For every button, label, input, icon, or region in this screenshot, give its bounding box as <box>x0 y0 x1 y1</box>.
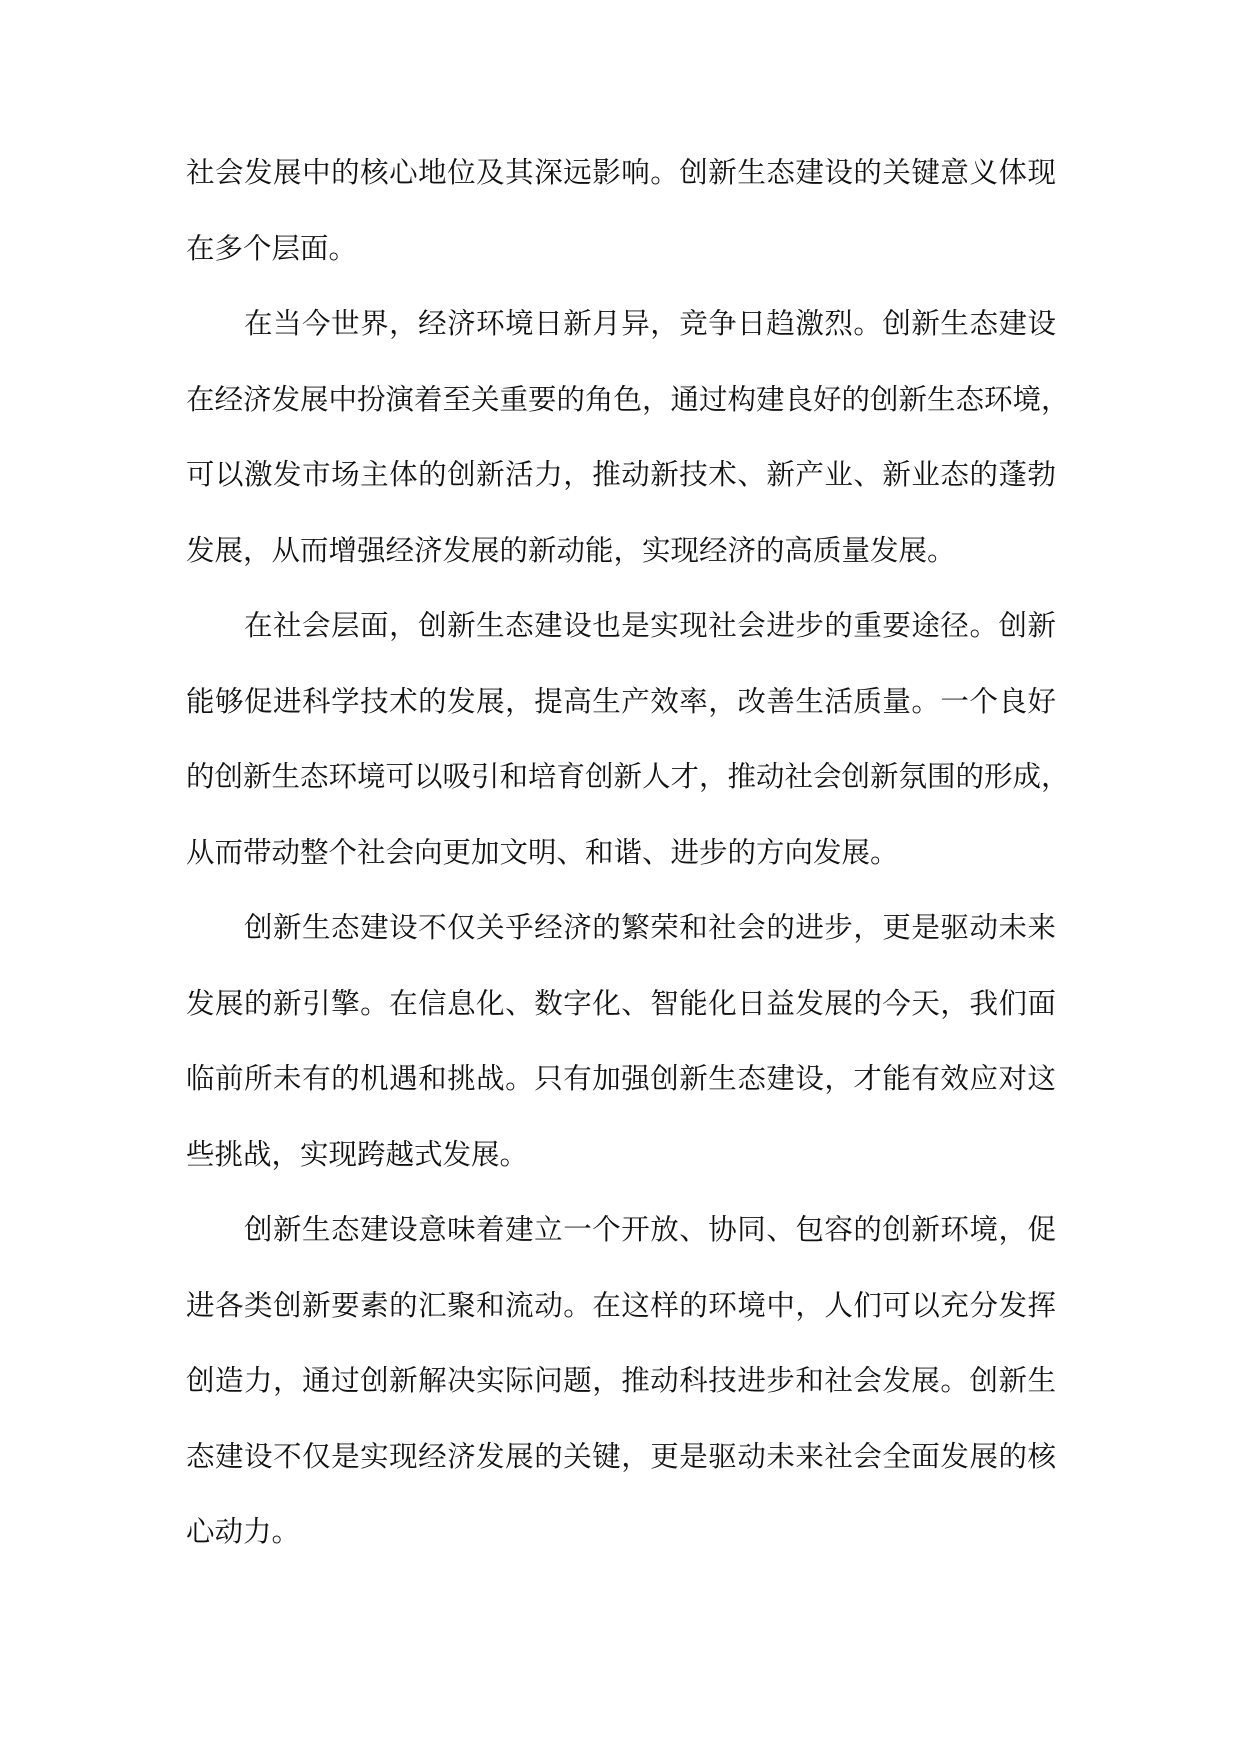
paragraph-4 <box>186 896 1056 1198</box>
text-line: 在社会层面，创新生态建设也是实现社会进步的重要途径。创新 <box>244 609 1056 642</box>
text-line: 创新生态建设意味着建立一个开放、协同、包容的创新环境，促 <box>244 1213 1056 1246</box>
text-line: 从而带动整个社会向更加文明、和谐、进步的方向发展。 <box>186 835 899 869</box>
text-line: 创新生态建设不仅关乎经济的繁荣和社会的进步，更是驱动未来 <box>244 911 1056 944</box>
text-line: 社会发展中的核心地位及其深远影响。创新生态建设的关键意义体现 <box>186 156 1056 189</box>
paragraph-1 <box>186 141 1056 292</box>
text-line: 发展，从而增强经济发展的新动能，实现经济的高质量发展。 <box>186 533 956 567</box>
text-line: 心动力。 <box>186 1515 301 1548</box>
text-line: 在当今世界，经济环境日新月异，竞争日趋激烈。创新生态建设 <box>244 307 1056 340</box>
text-line: 能够促进科学技术的发展，提高生产效率，改善生活质量。一个良好 <box>186 684 1056 718</box>
text-line: 态建设不仅是实现经济发展的关键，更是驱动未来社会全面发展的核 <box>186 1439 1056 1473</box>
text-line: 创造力，通过创新解决实际问题，推动科技进步和社会发展。创新生 <box>186 1364 1056 1397</box>
paragraph-2 <box>186 292 1070 594</box>
document-body <box>186 141 1070 1576</box>
text-line: 可以激发市场主体的创新活力，推动新技术、新产业、新业态的蓬勃 <box>186 458 1056 491</box>
text-line: 发展的新引擎。在信息化、数字化、智能化日益发展的今天，我们面 <box>186 986 1056 1020</box>
text-line: 进各类创新要素的汇聚和流动。在这样的环境中，人们可以充分发挥 <box>186 1288 1056 1322</box>
text-line: 临前所未有的机遇和挑战。只有加强创新生态建设，才能有效应对这 <box>186 1062 1056 1095</box>
paragraph-5 <box>186 1198 1056 1576</box>
text-line: 在多个层面。 <box>186 231 358 265</box>
text-line: 的创新生态环境可以吸引和培育创新人才，推动社会创新氛围的形成， <box>186 760 1070 793</box>
paragraph-3 <box>186 594 1070 896</box>
text-line: 在经济发展中扮演着至关重要的角色，通过构建良好的创新生态环境， <box>186 382 1070 416</box>
text-line: 些挑战，实现跨越式发展。 <box>186 1137 529 1171</box>
